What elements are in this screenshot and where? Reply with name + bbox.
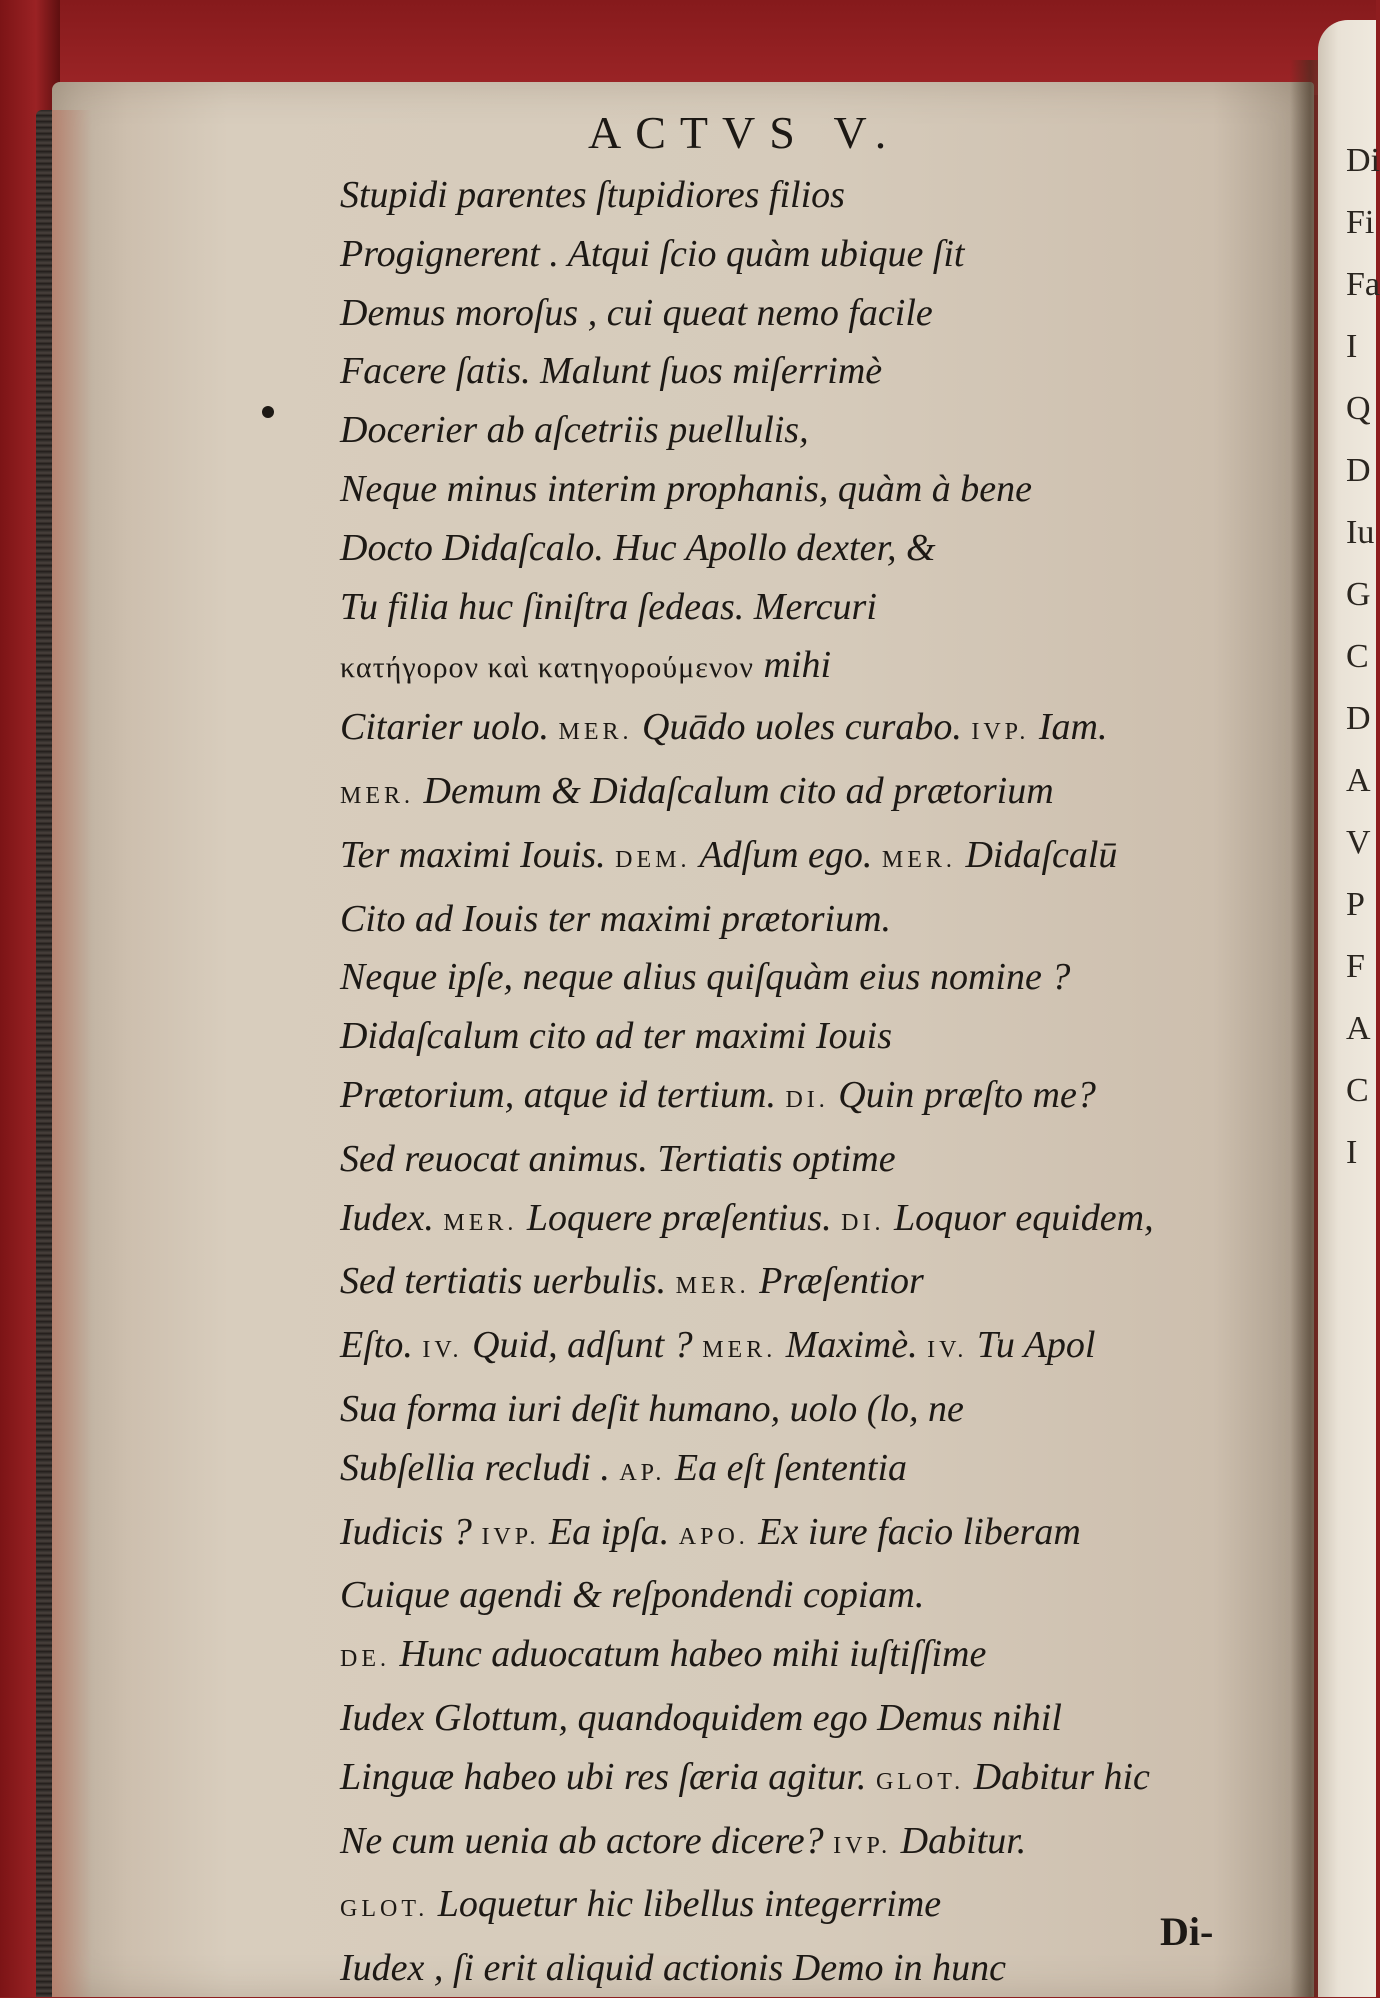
line-text: Sua forma iuri deſit humano, uolo (lo, ne <box>340 1387 964 1430</box>
line-text: Quid, adſunt ? <box>462 1324 703 1367</box>
line-text: Didaſcalum cito ad ter maximi Iouis <box>340 1015 892 1058</box>
text-line <box>340 1503 1280 1567</box>
facing-fragment: A <box>1346 1010 1371 1047</box>
speaker-label: IVP. <box>833 1832 892 1859</box>
speaker-label: MER. <box>881 846 956 873</box>
speaker-label: DE. <box>340 1646 390 1673</box>
line-text: Hunc aduocatum habeo mihi iuſtiſſime <box>390 1633 987 1676</box>
text-line <box>340 1939 1280 1998</box>
line-text: Neque ipſe, neque alius quiſquàm eius nomine ? <box>340 956 1071 999</box>
facing-fragment: Fi <box>1346 204 1375 241</box>
line-text: Didaſcalū <box>955 833 1118 876</box>
text-line <box>340 1380 1280 1439</box>
speaker-label: DEM. <box>615 846 691 873</box>
line-text: Iudex , ſi erit aliquid actionis Demo in hunc <box>340 1947 1006 1990</box>
text-line <box>340 342 1280 401</box>
line-text: Quin præſto me? <box>828 1073 1096 1116</box>
facing-fragment: F <box>1346 948 1365 985</box>
text-line <box>340 698 1280 762</box>
speaker-label: DI. <box>785 1086 829 1113</box>
main-text-block <box>340 166 1280 1998</box>
text-line <box>340 401 1280 460</box>
text-line <box>340 890 1280 949</box>
facing-fragment: C <box>1346 1072 1369 1109</box>
text-line <box>340 1625 1280 1689</box>
text-line <box>340 284 1280 343</box>
facing-fragment: I <box>1346 328 1358 365</box>
facing-fragment: Iu <box>1346 514 1375 551</box>
text-line <box>340 1130 1280 1189</box>
line-text: Loquetur hic libellus integerrime <box>428 1883 942 1926</box>
line-text: Stupidi parentes ſtupidiores filios <box>340 174 845 216</box>
line-text: Loquere præſentius. <box>517 1196 842 1239</box>
line-text: Demus moroſus , cui queat nemo facile <box>340 291 933 334</box>
text-line <box>340 519 1280 578</box>
speaker-label: GLOT. <box>875 1768 965 1795</box>
line-text: Tu filia huc ſiniſtra ſedeas. Mercuri <box>340 585 877 628</box>
line-text: Demum & Didaſcalum cito ad prætorium <box>414 769 1054 812</box>
line-text: Ter maximi Iouis. <box>340 833 616 876</box>
line-text: Iam. <box>1029 706 1108 749</box>
text-line <box>340 1316 1280 1380</box>
text-line <box>340 1812 1280 1876</box>
catchword: Di- <box>1160 1909 1214 1954</box>
line-text: Eſto. <box>340 1324 423 1367</box>
text-line <box>340 1066 1280 1130</box>
speaker-label: IV. <box>927 1337 968 1364</box>
speaker-label: MER. <box>558 719 633 746</box>
facing-fragment: Fa <box>1346 266 1380 303</box>
facing-fragment: Di <box>1346 142 1380 179</box>
speaker-label: IV. <box>422 1337 463 1364</box>
running-head: ACTVS V. <box>588 107 901 158</box>
text-line <box>340 1875 1280 1939</box>
facing-fragment: D <box>1346 452 1371 489</box>
line-text: Maximè. <box>776 1324 928 1367</box>
line-text: Ne cum uenia ab actore dicere? <box>340 1819 834 1862</box>
text-line <box>340 460 1280 519</box>
line-text: Quādo uoles curabo. <box>632 706 972 749</box>
line-text: Subſellia recludi . <box>340 1446 620 1489</box>
facing-fragment: G <box>1346 576 1371 613</box>
text-line <box>340 1189 1280 1253</box>
speaker-label: GLOT. <box>340 1896 429 1923</box>
line-text: Sed reuocat animus. Tertiatis optime <box>340 1137 896 1180</box>
line-text: Iudicis ? <box>340 1510 482 1553</box>
text-line <box>340 1566 1280 1625</box>
speaker-label: DI. <box>841 1209 885 1236</box>
speaker-label: MER. <box>702 1337 777 1364</box>
speaker-label: MER. <box>675 1273 750 1300</box>
line-text: Iudex Glottum, quandoquidem ego Demus nihil <box>340 1696 1062 1739</box>
line-text: Præſentior <box>749 1260 924 1303</box>
facing-fragment: P <box>1346 886 1365 923</box>
text-line <box>340 1689 1280 1748</box>
facing-fragment: A <box>1346 762 1371 799</box>
greek-text: κατήγορον καὶ κατηγορούμενον <box>340 651 754 685</box>
line-text: Linguæ habeo ubi res ſæria agitur. <box>340 1755 876 1798</box>
line-text: Ea eſt ſententia <box>665 1446 908 1489</box>
text-line <box>340 1748 1280 1812</box>
speaker-label: IVP. <box>481 1523 540 1550</box>
line-text: Prætorium, atque id tertium. <box>340 1073 786 1116</box>
text-line <box>340 826 1280 890</box>
text-line <box>340 578 1280 637</box>
text-line <box>340 636 1280 698</box>
text-line <box>340 225 1280 284</box>
facing-fragment: Q <box>1346 390 1371 427</box>
text-line <box>340 1439 1280 1503</box>
text-line <box>340 762 1280 826</box>
line-text: Tu Apol <box>967 1324 1096 1367</box>
facing-page-text <box>1346 130 1380 1184</box>
margin-dot-mark <box>262 406 274 418</box>
line-text: Adſum ego. <box>690 833 882 876</box>
facing-fragment: I <box>1346 1134 1358 1171</box>
text-line <box>340 1252 1280 1316</box>
facing-fragment: C <box>1346 638 1369 675</box>
line-text: Cuique agendi & reſpondendi copiam. <box>340 1574 925 1617</box>
line-text: Progignerent . Atqui ſcio quàm ubique ſit <box>340 232 965 275</box>
speaker-label: APO. <box>678 1523 749 1550</box>
text-line <box>340 948 1280 1007</box>
line-text: Docto Didaſcalo. Huc Apollo dexter, & <box>340 526 936 569</box>
speaker-label: IVP. <box>971 719 1030 746</box>
text-line <box>340 1007 1280 1066</box>
speaker-label: AP. <box>619 1459 666 1486</box>
page-left-edge-stain <box>52 110 92 1997</box>
line-text: Dabitur hic <box>964 1755 1150 1798</box>
facing-fragment: V <box>1346 824 1371 861</box>
line-text: Neque minus interim prophanis, quàm à bene <box>340 467 1033 510</box>
line-text: Iudex. <box>340 1196 444 1239</box>
line-text: Dabitur. <box>891 1819 1027 1862</box>
line-text: Ea ipſa. <box>539 1510 679 1553</box>
speaker-label: MER. <box>443 1209 518 1236</box>
line-text: Loquor equidem, <box>884 1196 1154 1239</box>
background-cloth-top <box>0 0 1376 95</box>
line-text: mihi <box>753 644 832 687</box>
text-line <box>340 166 1280 225</box>
line-text: Docerier ab aſcetriis puellulis, <box>340 409 809 452</box>
line-text: Sed tertiatis uerbulis. <box>340 1260 676 1303</box>
line-text: Ex iure facio liberam <box>748 1510 1081 1553</box>
line-text: Facere ſatis. Malunt ſuos miſerrimè <box>340 350 883 393</box>
line-text: Citarier uolo. <box>340 706 559 749</box>
line-text: Cito ad Iouis ter maximi prætorium. <box>340 897 892 940</box>
facing-fragment: D <box>1346 700 1371 737</box>
speaker-label: MER. <box>340 782 415 809</box>
